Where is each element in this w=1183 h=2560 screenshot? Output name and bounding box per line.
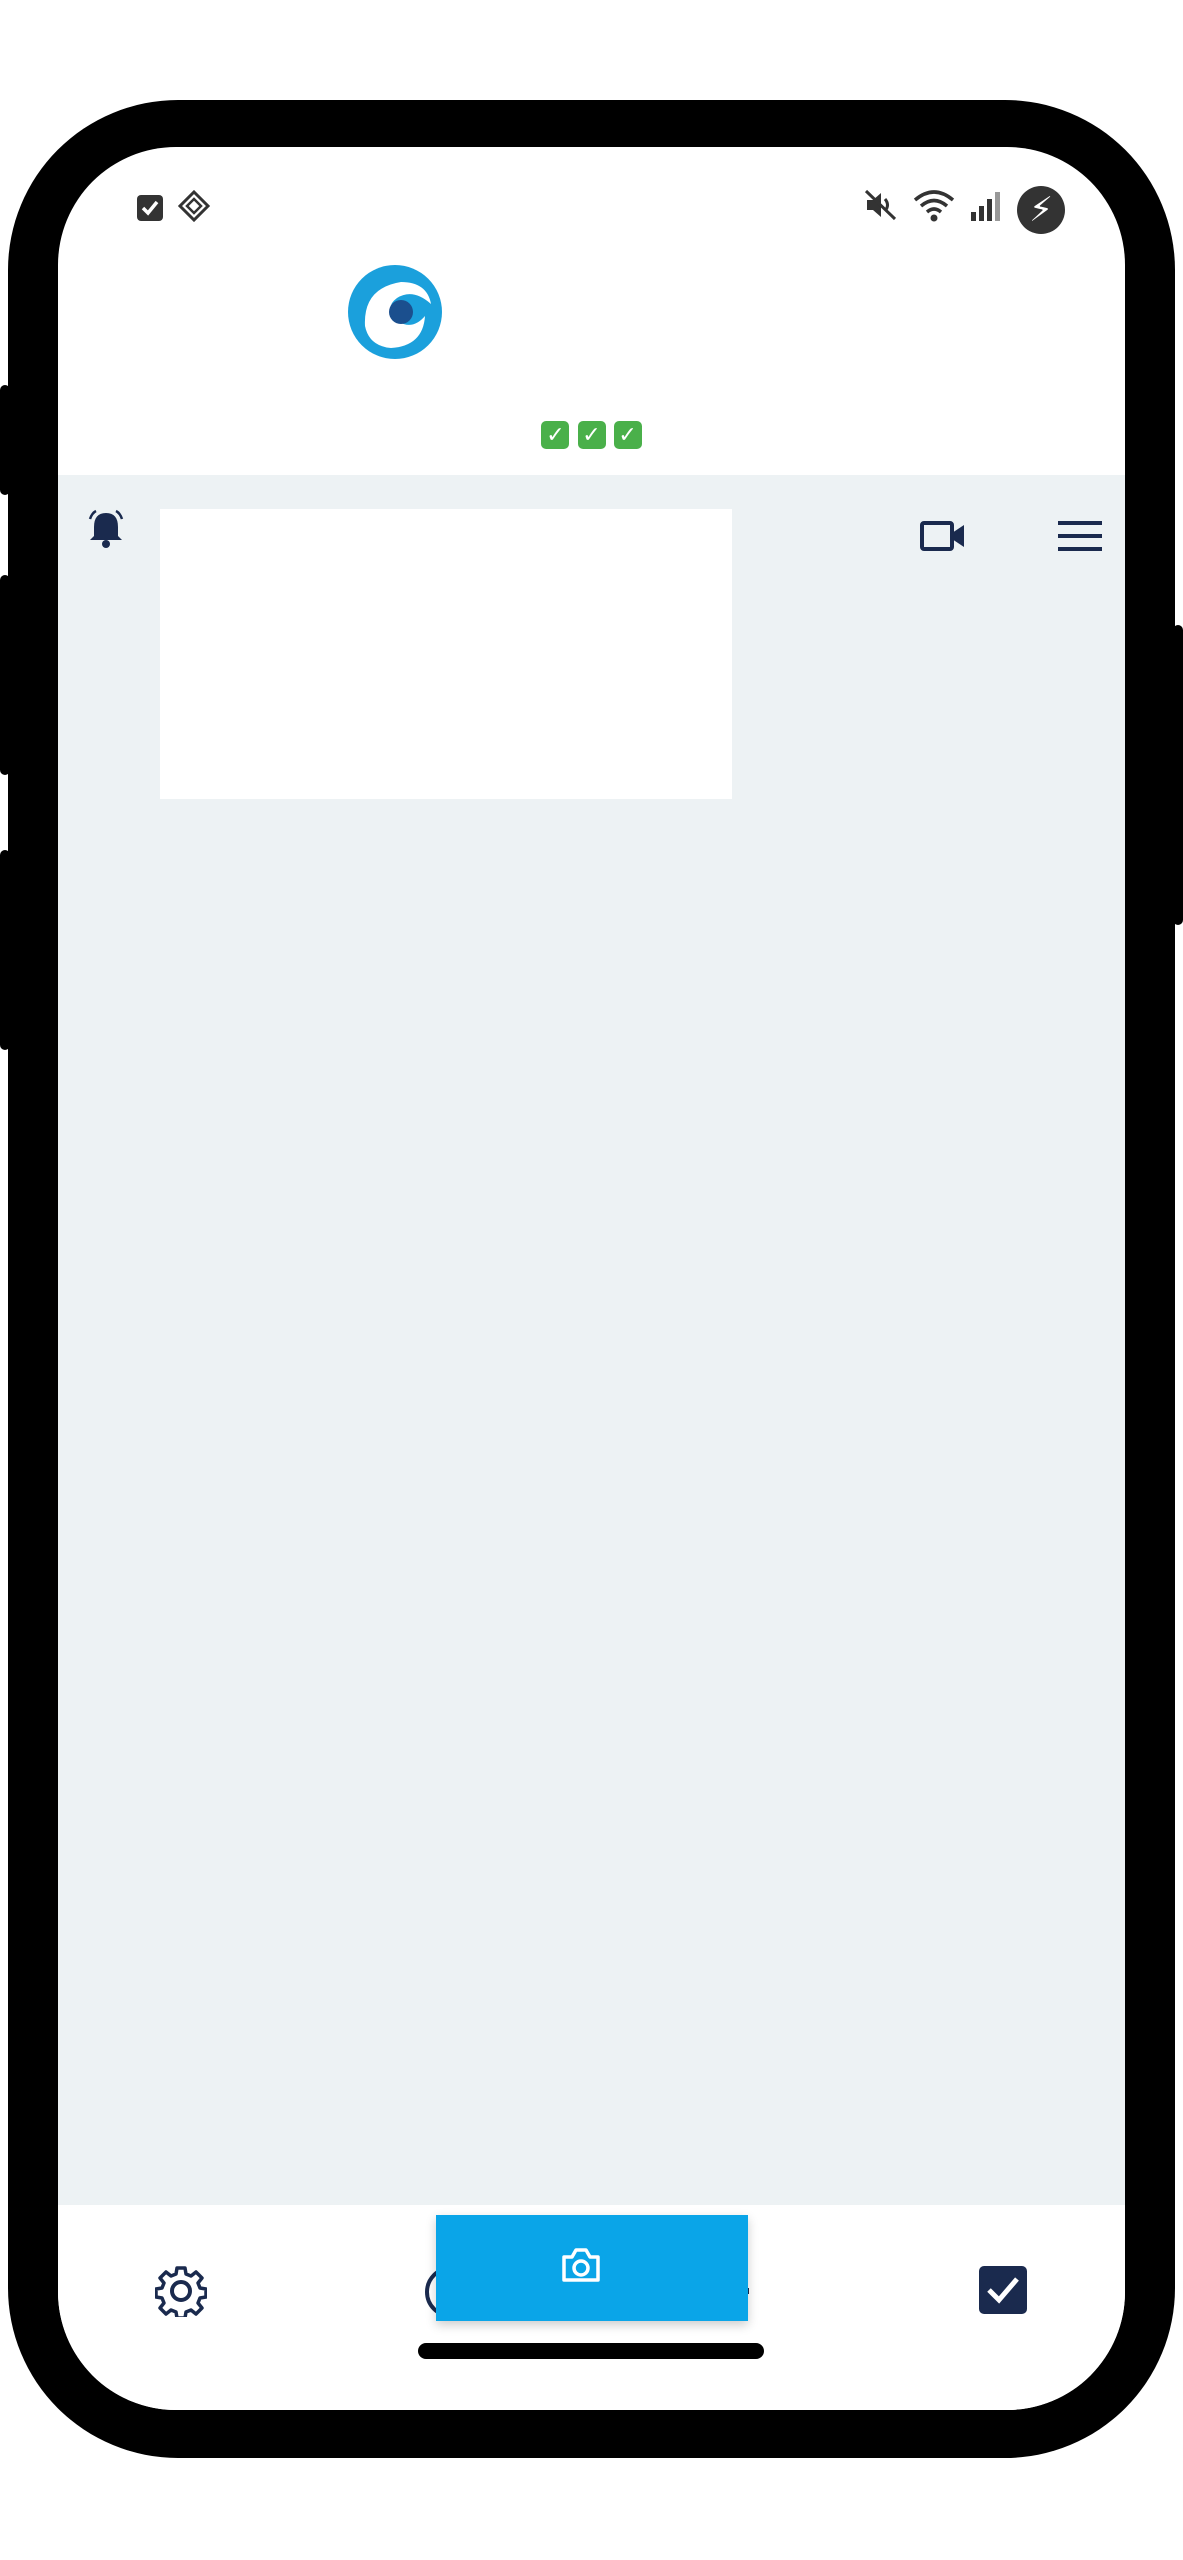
check-icon: ✓	[614, 421, 642, 449]
phone-button	[0, 575, 10, 775]
settings-gear-icon[interactable]	[155, 2265, 207, 2322]
wifi-icon	[913, 188, 955, 232]
signal-summary	[58, 413, 1125, 449]
signal-icon	[969, 189, 1003, 232]
check-icon: ✓	[578, 421, 606, 449]
checkbox-notification-icon	[136, 189, 164, 232]
diamond-notification-icon	[178, 189, 210, 232]
status-bar	[118, 185, 1065, 235]
app-logo	[343, 257, 447, 367]
mute-icon	[863, 188, 899, 232]
check-icon: ✓	[541, 421, 569, 449]
share-signal-button[interactable]	[436, 2215, 748, 2321]
phone-screen	[58, 147, 1125, 2410]
phone-button	[0, 385, 10, 495]
wave-logo-icon	[343, 260, 447, 364]
forecast-panel	[58, 475, 1125, 2205]
phone-button	[1173, 625, 1183, 925]
phone-button	[0, 850, 10, 1050]
menu-icon[interactable]	[1058, 519, 1102, 558]
bell-icon[interactable]	[86, 509, 126, 559]
home-indicator[interactable]	[418, 2343, 764, 2359]
daily-grid-bg	[160, 509, 732, 799]
camera-icon	[560, 2247, 602, 2290]
webcam-icon[interactable]	[920, 519, 966, 558]
battery-indicator: ⚡	[1017, 186, 1065, 234]
checked-box-icon[interactable]	[978, 2265, 1028, 2320]
